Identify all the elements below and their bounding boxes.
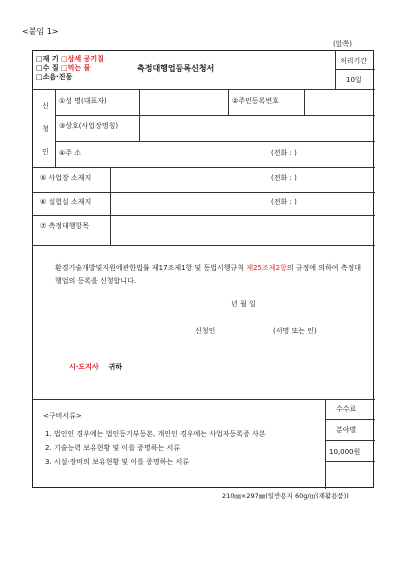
application-statement: 환경기술개발및지원에관한법률 제17조제1항 및 동법시행규칙 제25조제2항의 규정에 의하여 측정대행업의 등록을 신청합니다. bbox=[55, 264, 362, 285]
name-label: ①성 명(대표자) bbox=[59, 97, 107, 105]
applicant-group-label-1: 신 bbox=[42, 102, 49, 110]
applicant-signature-label: 신청인 bbox=[195, 327, 216, 335]
address-label: ④주 소 bbox=[59, 149, 82, 157]
business-location-phone: (전화 : ) bbox=[271, 174, 297, 182]
applicant-group-label-2: 청 bbox=[42, 125, 49, 133]
company-name-label: ③상호(사업장명칭) bbox=[59, 122, 119, 130]
category-water-quality[interactable]: □수 질 □먹는 물 bbox=[36, 64, 91, 72]
business-location-label: ⑤ 사업장 소재지 bbox=[40, 174, 92, 182]
addressee: 시·도지사 귀하 bbox=[69, 363, 122, 371]
applicant-group-label-3: 인 bbox=[42, 148, 49, 156]
lab-location-label: ⑥ 실험실 소재지 bbox=[40, 198, 92, 206]
required-document-item: 3. 시설·장비의 보유현황 및 이를 증명하는 서류 bbox=[45, 458, 189, 466]
front-page-label: (앞쪽) bbox=[333, 40, 352, 48]
fee-per-field-label: 분야별 bbox=[336, 426, 357, 434]
lab-location-phone: (전화 : ) bbox=[271, 198, 297, 206]
address-phone: (전화 : ) bbox=[271, 149, 297, 157]
fee-value: 10,000원 bbox=[329, 448, 361, 456]
measurement-items-label: ⑦ 측정대행항목 bbox=[40, 222, 90, 230]
required-documents-header: <구비서류> bbox=[43, 412, 82, 420]
registration-form bbox=[32, 50, 374, 488]
form-title: 측정대행업등록신청서 bbox=[137, 64, 215, 73]
required-document-item: 2. 기술능력 보유현황 및 이를 증명하는 서류 bbox=[45, 444, 180, 452]
signature-hint: (서명 또는 인) bbox=[273, 327, 317, 335]
resident-number-label: ②주민등록번호 bbox=[232, 97, 279, 105]
required-document-item: 1. 법인인 경우에는 법인등기부등본, 개인인 경우에는 사업자등록증 사본 bbox=[45, 430, 266, 438]
date-line: 년 월 일 bbox=[231, 300, 256, 308]
category-water-air[interactable]: □재 기 □상세 공기질 bbox=[36, 55, 104, 63]
category-noise-vibration[interactable]: □소음·진동 bbox=[36, 73, 73, 81]
fee-label: 수수료 bbox=[336, 405, 357, 413]
required-documents-list bbox=[45, 427, 266, 469]
processing-period-label: 처리기간 bbox=[340, 57, 368, 65]
paper-spec: 210㎜×297㎜(일반용지 60g/㎡(재활용품)) bbox=[222, 492, 349, 500]
processing-period-value: 10일 bbox=[346, 76, 362, 84]
document-tag: <붙임 1> bbox=[22, 27, 59, 36]
